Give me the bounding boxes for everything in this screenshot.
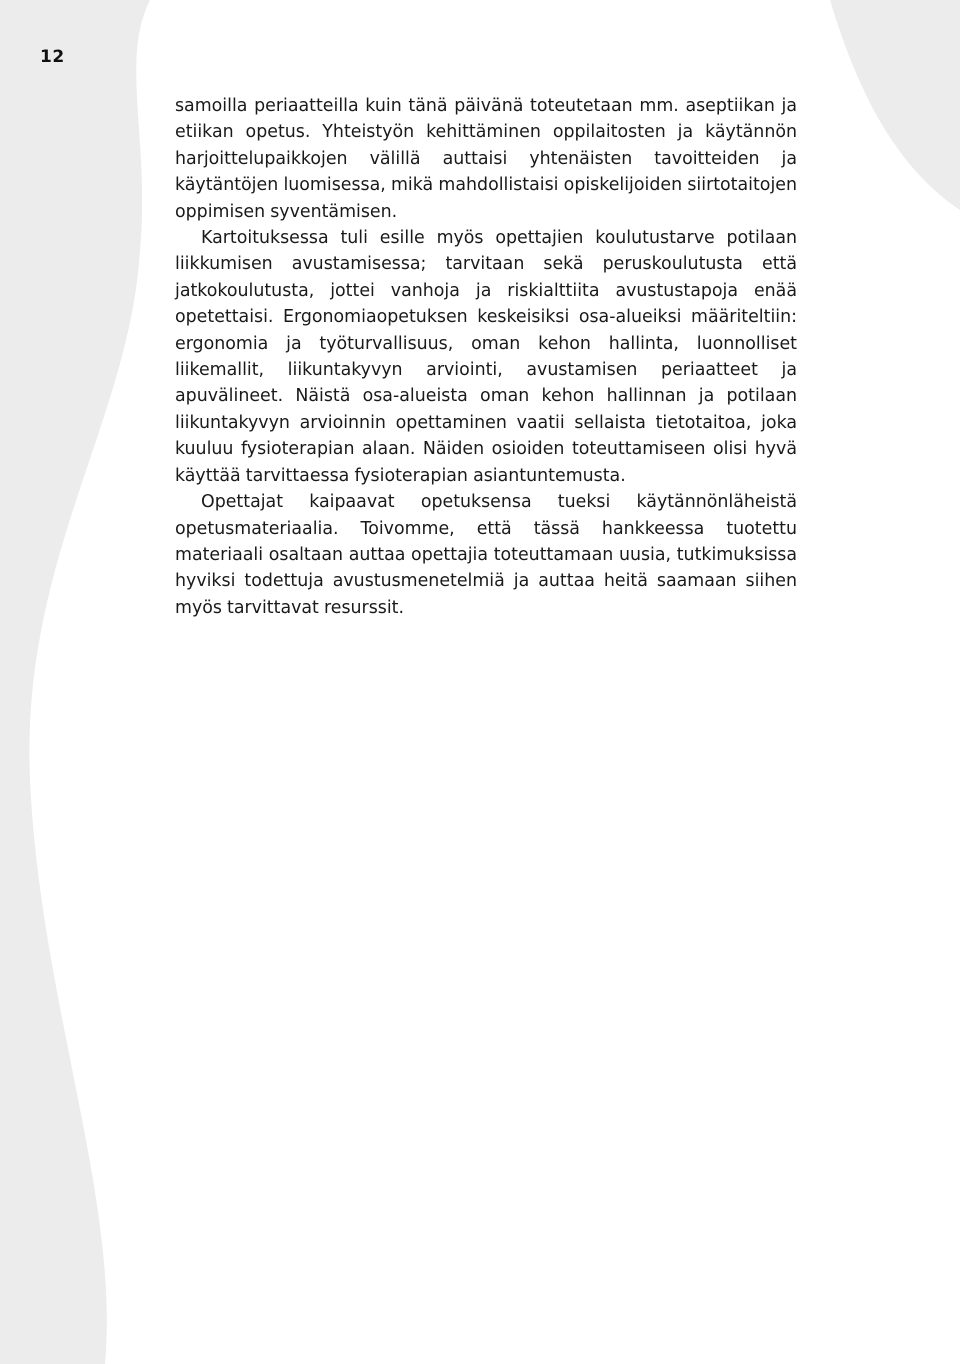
body-text — [175, 93, 797, 621]
paragraph-1: samoilla periaatteilla kuin tänä päivänä toteutetaan mm. aseptiikan ja etiikan opetus. Yhteistyön kehittäminen oppilaitosten ja käytännön harjoittelupaikkojen välillä auttaisi yhtenäisten tavoitteiden ja käytäntöjen luomisessa, mikä mahdollistaisi opiskelijoiden siirtotaitojen oppimisen syventämisen. — [175, 96, 797, 222]
paragraph-3: Opettajat kaipaavat opetuksensa tueksi käytännönläheistä opetusmateriaalia. Toivomme, että tässä hankkeessa tuotettu materiaali osaltaan auttaa opettajia toteuttamaan uusia, tutkimuksissa hyviksi todettuja avustusmenetelmiä ja auttaa heitä saamaan siihen myös tarvittavat resurssit. — [175, 492, 797, 618]
paragraph-2: Kartoituksessa tuli esille myös opettajien koulutustarve potilaan liikkumisen avustamisessa; tarvitaan sekä peruskoulutusta että jatkokoulutusta, jottei vanhoja ja riskialttiita avustustapoja enää opetettaisi. Ergonomiaopetuksen keskeisiksi osa-alueiksi määriteltiin: ergonomia ja työturvallisuus, oman kehon hallinta, luonnolliset liikemallit, liikuntakyvyn arviointi, avustamisen periaatteet ja apuvälineet. Näistä osa-alueista oman kehon hallinnan ja potilaan liikuntakyvyn arvioinnin opettaminen vaatii sellaista tietotaitoa, joka kuuluu fysioterapian alaan. Näiden osioiden toteuttamiseen olisi hyvä käyttää tarvittaessa fysioterapian asiantuntemusta. — [175, 228, 797, 486]
page-number: 12 — [40, 47, 65, 67]
